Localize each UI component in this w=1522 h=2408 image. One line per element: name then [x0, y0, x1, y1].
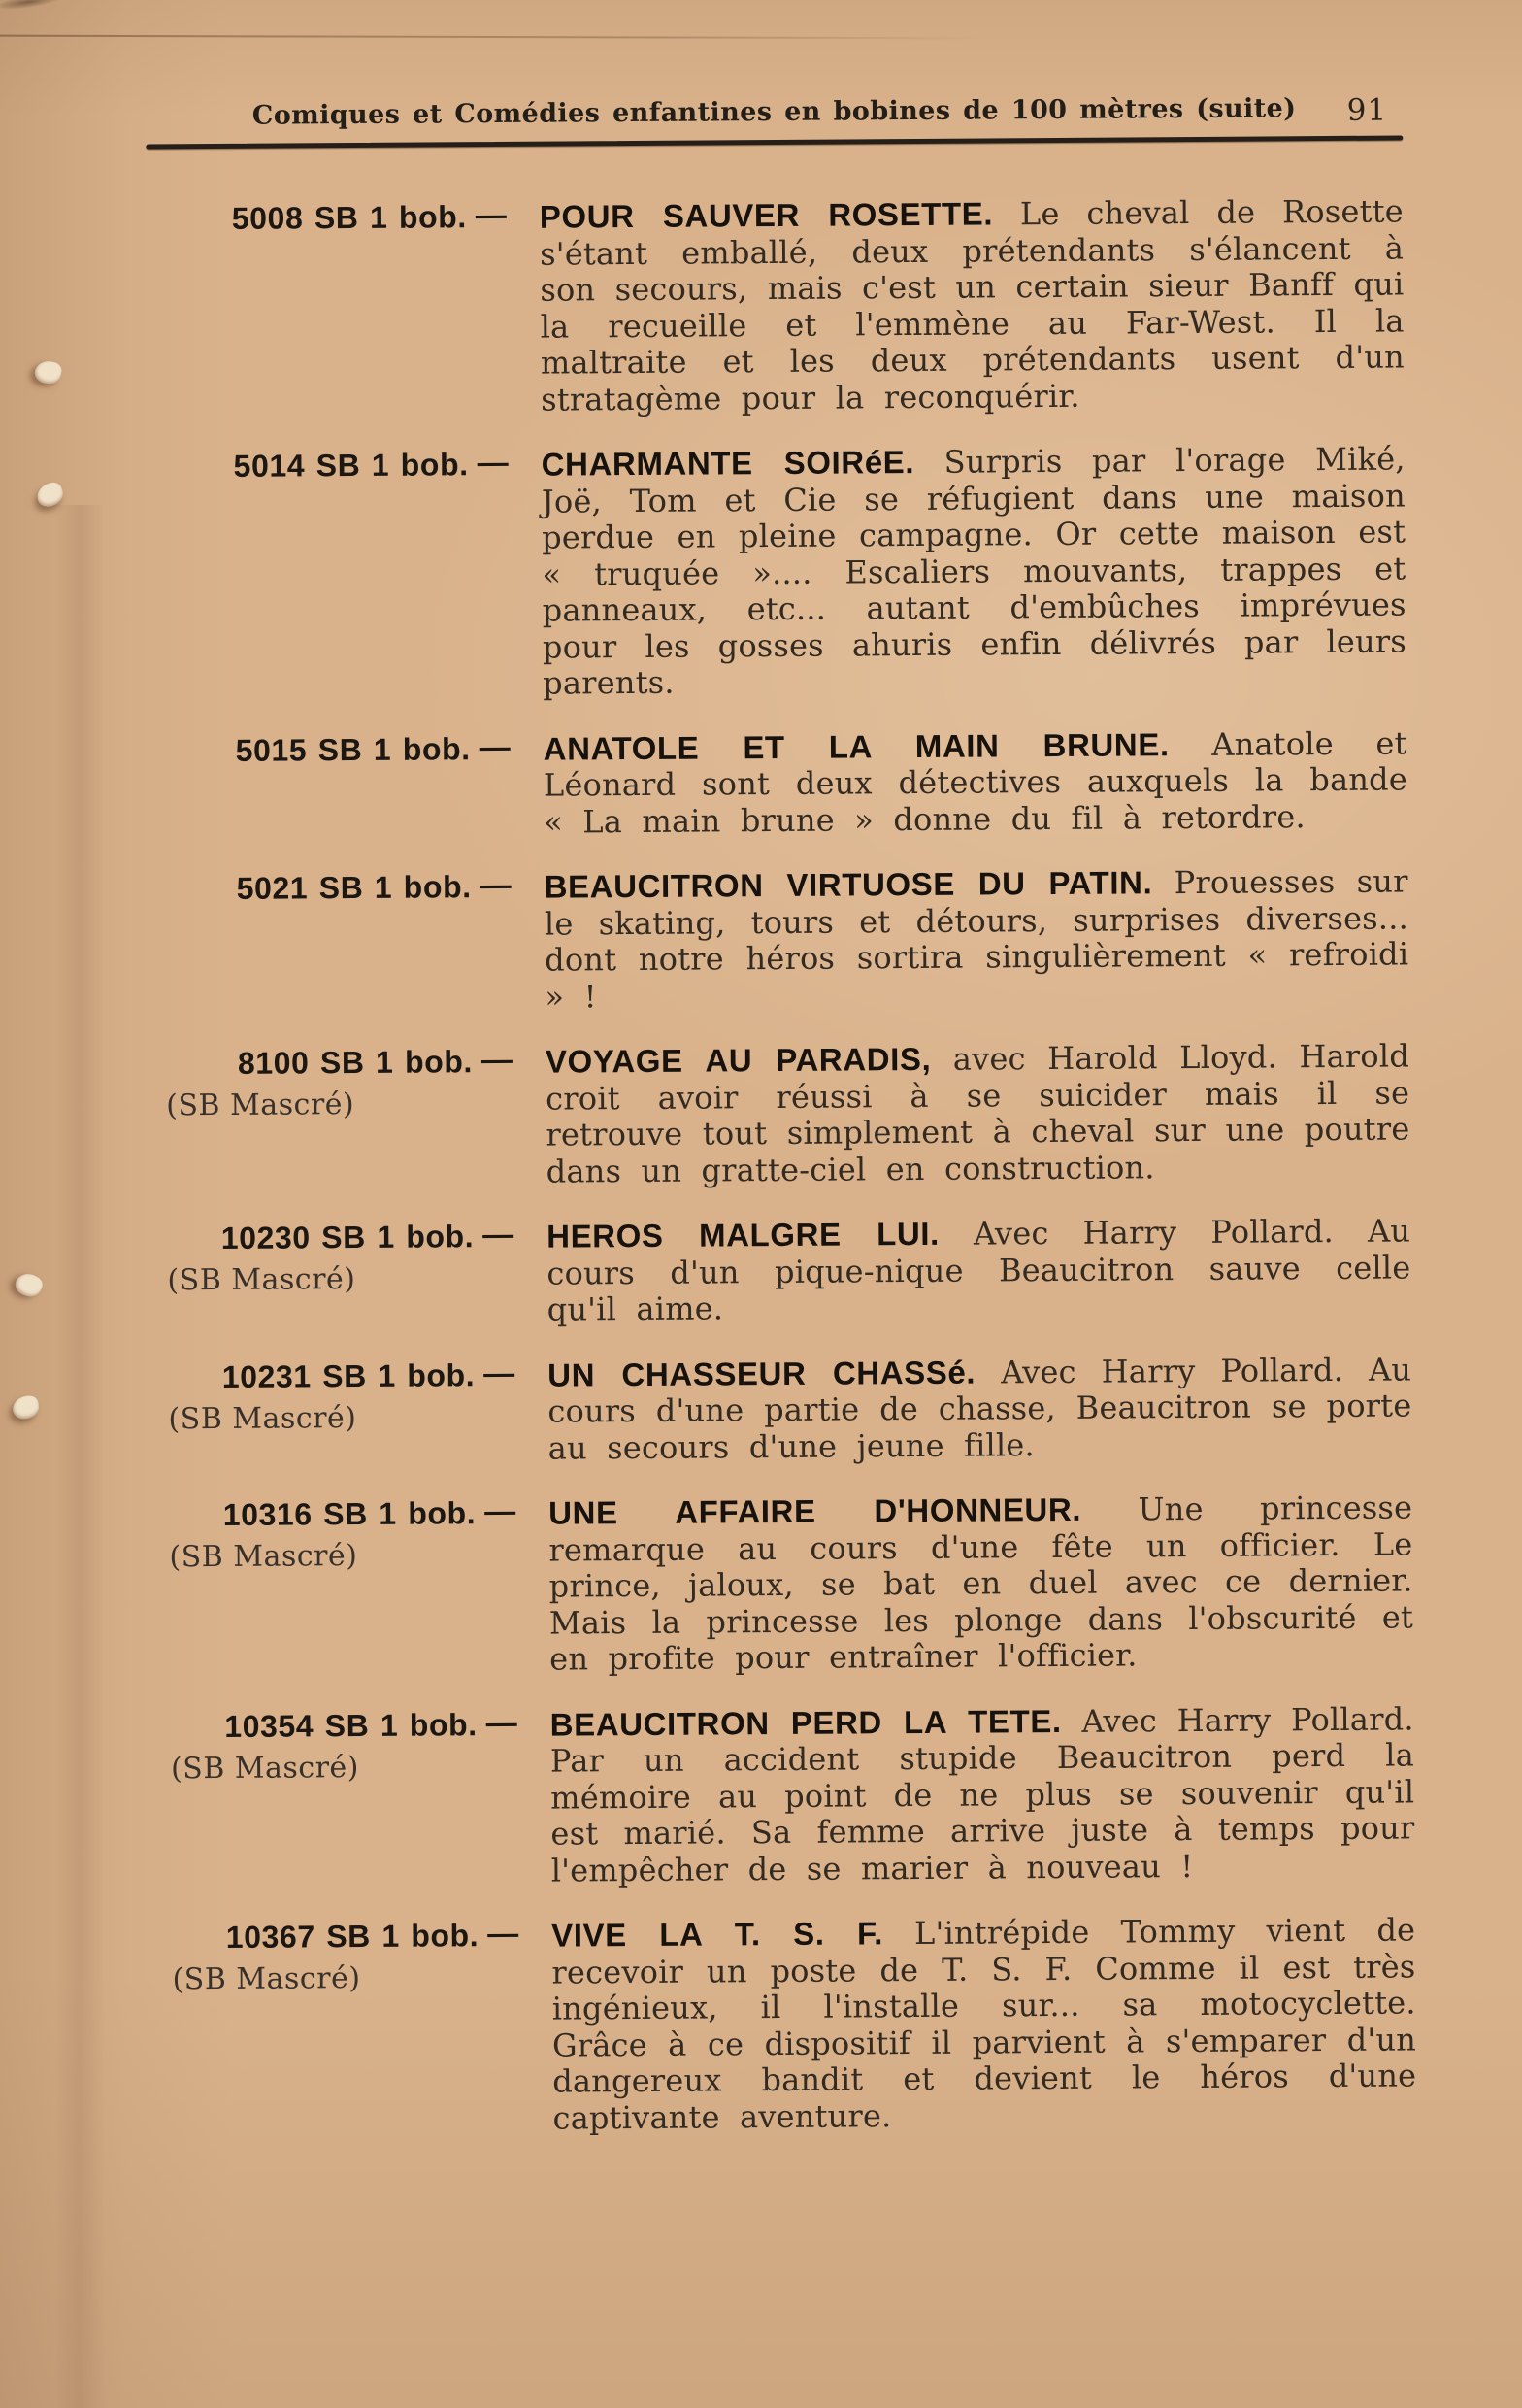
header-divider [146, 135, 1403, 149]
entry-code: 10230 SB 1 bob. [220, 1219, 475, 1256]
entry-body [487, 1911, 1417, 2137]
entry-code: 5015 SB 1 bob. [235, 730, 471, 768]
entry-title: POUR SAUVER ROSETTE. [539, 195, 994, 235]
entry-code: 10354 SB 1 bob. [224, 1706, 478, 1744]
entry-code: 5008 SB 1 bob. [231, 199, 467, 236]
catalog-entry [150, 724, 1408, 844]
entry-note: (SB Mascré) [170, 1750, 360, 1786]
entry-description: avec Harold Lloyd. Harold croit avoir réussi à se suicider mais il se retrouve tout simplement à cheval sur une poutre dans un gratte-ciel en construction. [546, 1037, 1410, 1190]
entry-title: CHARMANTE SOIRéE. [541, 444, 915, 483]
entry-dash: — [482, 1216, 514, 1253]
entry-title: VOYAGE AU PARADIS, [545, 1040, 932, 1080]
entry-code: 10231 SB 1 bob. [221, 1356, 476, 1394]
entry-note: (SB Mascré) [168, 1400, 357, 1436]
entry-dash: — [485, 1704, 518, 1740]
entry-dash: — [483, 1354, 515, 1390]
catalog-entry [149, 440, 1407, 705]
catalog-entries [147, 192, 1417, 2139]
page-title: Comiques et Comédies enfantines en bobines de 100 mètres (suite) [251, 93, 1297, 131]
catalog-entry [147, 192, 1406, 420]
entry-description: Prouesses sur le skating, tours et détours, surprises diverses... dont notre héros sortira singulièrement « refroidi » ! [544, 862, 1409, 1016]
catalog-entry [154, 1351, 1412, 1470]
entry-description: Avec Harry Pollard. Par un accident stupide Beaucitron perd la mémoire au point de ne plus se souvenir qu'il est marié. Sa femme arrive juste à temps pour l'empêcher de se marier à nouveau ! [549, 1699, 1415, 1890]
entry-body [475, 192, 1406, 418]
entry-note: (SB Mascré) [172, 1961, 361, 1997]
page-number: 91 [1346, 92, 1388, 128]
entry-description: Le cheval de Rosette s'étant emballé, deux prétendants s'élancent à son secours, mais c'est un certain sieur Banff qui la recueille et l'emmène au Far-West. Il la maltraite et les deux prétendants usent d'un stratagème pour la reconquérir. [539, 192, 1406, 418]
entry-dash: — [487, 1915, 519, 1952]
entry-dash: — [480, 1041, 513, 1078]
entry-description: Surpris par l'orage Miké, Joë, Tom et Cie se réfugient dans une maison perdue en pleine campagne. Or cette maison est « truquée ».... Escaliers mouvants, trappes et panneaux, etc... autant d'embûches imprévues pour les gosses ahuris enfin délivrés par leurs parents. [541, 440, 1407, 702]
entry-code: 5014 SB 1 bob. [233, 447, 469, 484]
entry-dash: — [479, 728, 511, 764]
catalog-entry [151, 862, 1409, 1018]
entry-body [482, 1212, 1411, 1328]
entry-body [477, 440, 1407, 702]
entry-body [480, 1037, 1410, 1190]
entry-dash: — [480, 866, 512, 903]
catalog-entry [152, 1037, 1410, 1192]
entry-note: (SB Mascré) [166, 1087, 355, 1123]
entry-body [484, 1488, 1414, 1678]
entry-title: BEAUCITRON PERD LA TETE. [549, 1702, 1062, 1743]
entry-code: 8100 SB 1 bob. [237, 1044, 474, 1081]
scan-smudge [0, 0, 62, 13]
page-header [146, 92, 1403, 131]
catalog-entry [153, 1212, 1411, 1331]
catalog-entry [157, 1700, 1415, 1892]
catalog-entry [155, 1488, 1413, 1681]
entry-description: L'intrépide Tommy vient de recevoir un poste de T. S. F. Comme il est très ingénieux, il l'installe sur... sa motocyclette. Grâce à ce dispositif il parvient à s'emparer d'un dangereux bandit et devient le héros d'une captivante aventure. [551, 1911, 1417, 2137]
entry-title: UNE AFFAIRE D'HONNEUR. [548, 1490, 1082, 1531]
entry-body [485, 1699, 1415, 1890]
paper-hole [12, 1394, 41, 1421]
entry-dash: — [484, 1492, 516, 1529]
page-content [146, 92, 1417, 2167]
paper-crease-left [54, 505, 105, 2408]
entry-dash: — [475, 196, 508, 233]
catalog-entry [158, 1911, 1417, 2139]
entry-title: BEAUCITRON VIRTUOSE DU PATIN. [544, 864, 1153, 905]
paper-hole [33, 358, 63, 385]
entry-body [479, 723, 1408, 841]
entry-note: (SB Mascré) [167, 1262, 356, 1298]
entry-code: 10367 SB 1 bob. [225, 1918, 480, 1955]
entry-description: Avec Harry Pollard. Au cours d'un pique-nique Beaucitron sauve celle qu'il aime. [546, 1212, 1411, 1328]
entry-title: VIVE LA T. S. F. [551, 1915, 884, 1954]
entry-code: 5021 SB 1 bob. [236, 869, 472, 906]
paper-crease-top [0, 35, 990, 40]
entry-body [480, 862, 1409, 1016]
entry-dash: — [477, 444, 509, 481]
entry-title: HEROS MALGRE LUI. [546, 1215, 940, 1254]
entry-note: (SB Mascré) [169, 1539, 358, 1575]
paper-hole [12, 1269, 45, 1300]
entry-description: Anatole et Léonard sont deux détectives auxquels la bande « La main brune » donne du fil à retordre. [543, 723, 1408, 841]
entry-description: Une princesse remarque au cours d'une fête un officier. Le prince, jaloux, se bat en duel avec ce dernier. Mais la princesse les plonge dans l'obscurité et en profite pour entraîner l'officier. [548, 1488, 1414, 1678]
entry-title: UN CHASSEUR CHASSé. [547, 1354, 976, 1393]
entry-code: 10316 SB 1 bob. [222, 1495, 477, 1532]
entry-body [483, 1350, 1412, 1467]
entry-title: ANATOLE ET LA MAIN BRUNE. [543, 725, 1170, 767]
entry-description: Avec Harry Pollard. Au cours d'une partie de chasse, Beaucitron se porte au secours d'une jeune fille. [547, 1350, 1412, 1467]
